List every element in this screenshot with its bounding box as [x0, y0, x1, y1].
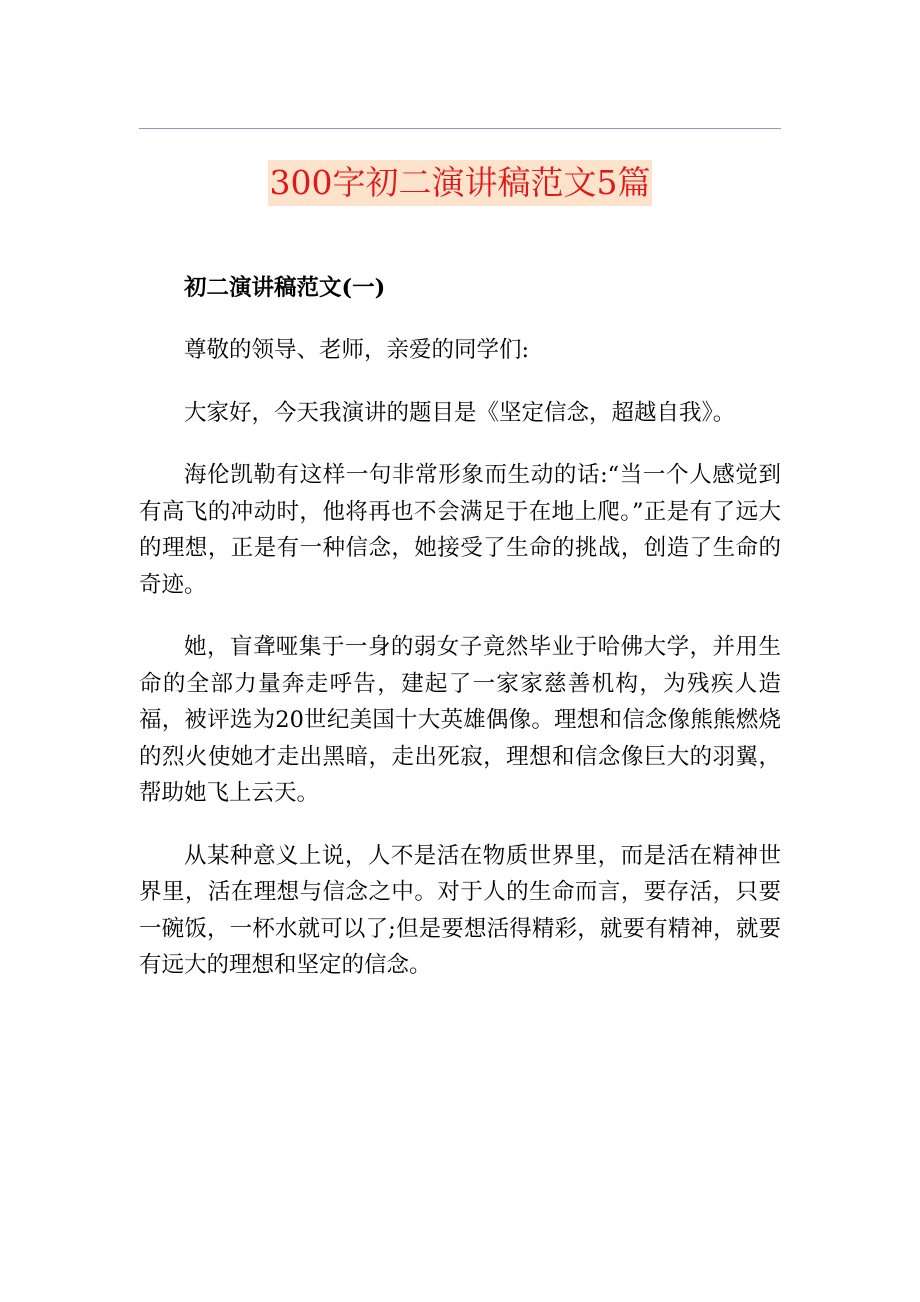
paragraph-greeting: 尊敬的领导、老师，亲爱的同学们: [184, 337, 530, 363]
paragraph-spiritual-world: 从某种意义上说，人不是活在物质世界里，而是活在精神世界里，活在理想与信念之中。对于人的生命而言，要存活，只要一碗饭，一杯水就可以了;但是要想活得精彩，就要有精神，就要有远大的理想和坚定的信念。 [139, 842, 781, 978]
document-title: 300字初二演讲稿范文5篇 [268, 160, 653, 206]
title-container [0, 160, 920, 206]
paragraph-helen-keller-quote: 海伦凯勒有这样一句非常形象而生动的话:“当一个人感觉到有高飞的冲动时，他将再也不会满足于在地上爬。”正是有了远大的理想，正是有一种信念，她接受了生命的挑战，创造了生命的奇迹。 [139, 462, 781, 598]
header-rule [139, 128, 781, 129]
paragraph-helen-keller-life: 她，盲聋哑集于一身的弱女子竟然毕业于哈佛大学，并用生命的全部力量奔走呼告，建起了一家家慈善机构，为残疾人造福，被评选为20世纪美国十大英雄偶像。理想和信念像熊熊燃烧的烈火使她才走出黑暗，走出死寂，理想和信念像巨大的羽翼，帮助她飞上云天。 [139, 634, 781, 806]
document-body [139, 270, 781, 1010]
section-heading: 初二演讲稿范文(一) [184, 275, 386, 301]
paragraph-intro: 大家好，今天我演讲的题目是《坚定信念，超越自我》。 [184, 399, 736, 426]
